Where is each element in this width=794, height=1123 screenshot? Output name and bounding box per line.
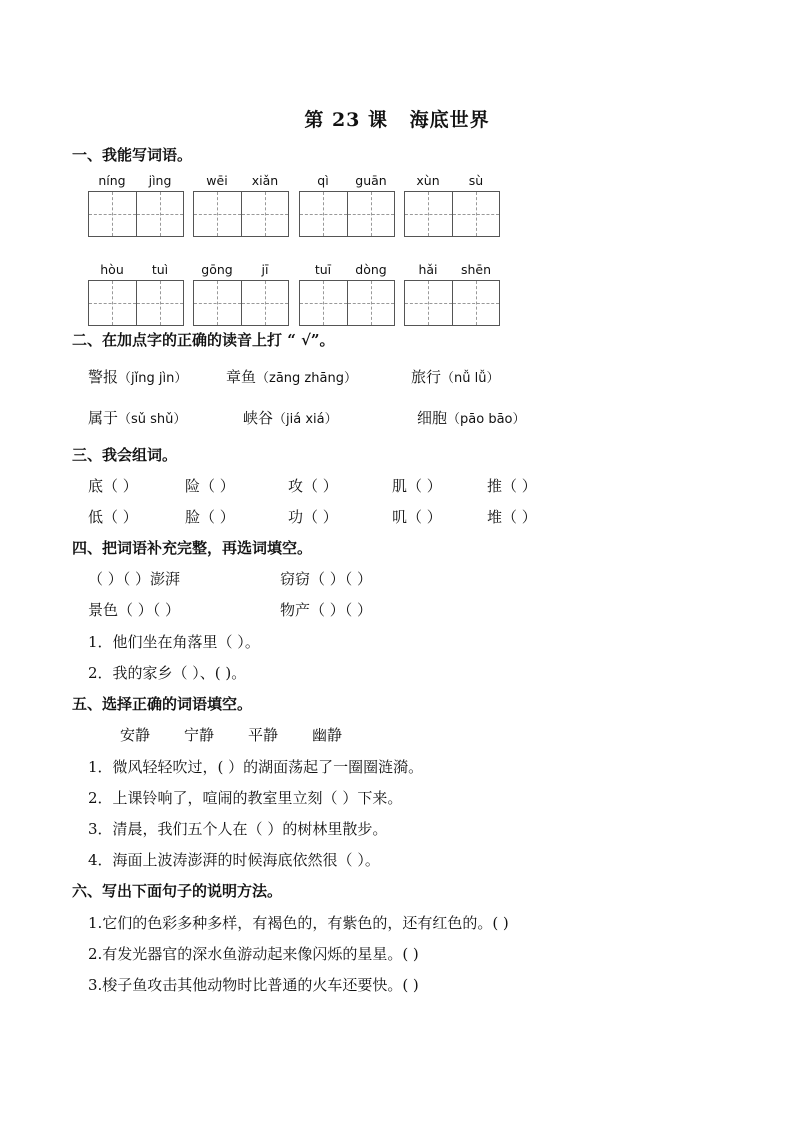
reading-item (417, 408, 526, 430)
word-option: 平静 (248, 726, 279, 744)
pinyin: tuī (314, 262, 332, 277)
section-1-heading: 一、我能写词语。 (72, 146, 193, 164)
method-sentence[interactable]: 3.梭子鱼攻击其他动物时比普通的火车还要快。( ) (88, 976, 419, 994)
word-group-item[interactable]: 脸（ ） (185, 508, 235, 526)
fill-phrase[interactable]: 物产（ ）（ ） (280, 601, 373, 619)
reading-item (88, 367, 187, 389)
writing-cells[interactable] (404, 280, 500, 326)
word-group-item[interactable]: 功（ ） (288, 508, 338, 526)
pinyin: qì (317, 173, 329, 188)
pinyin: hǎi (418, 262, 438, 277)
method-sentence[interactable]: 2.有发光器官的深水鱼游动起来像闪烁的星星。( ) (88, 945, 419, 963)
pinyin: jìng (148, 173, 172, 188)
pinyin-grid-row-1 (88, 173, 508, 261)
word-group-item[interactable]: 肌（ ） (392, 477, 442, 495)
word-group-item[interactable]: 底（ ） (88, 477, 138, 495)
word: 细胞 (417, 409, 448, 427)
reading-item (243, 408, 338, 430)
word: 属于 (88, 409, 119, 427)
word-group-item[interactable]: 险（ ） (185, 477, 235, 495)
word-group-item[interactable]: 推（ ） (487, 477, 537, 495)
pinyin-options[interactable]: （jiá xiá） (273, 412, 338, 427)
writing-cells[interactable] (88, 280, 184, 326)
fill-sentence[interactable]: 1．微风轻轻吹过，( ）的湖面荡起了一圈圈涟漪。 (88, 758, 424, 776)
word-group-item[interactable]: 叽（ ） (392, 508, 442, 526)
reading-item (88, 408, 186, 430)
pinyin: jī (261, 262, 269, 277)
method-sentence[interactable]: 1.它们的色彩多种多样，有褐色的，有紫色的，还有红色的。( ) (88, 914, 509, 932)
writing-cells[interactable] (299, 191, 395, 237)
lesson-name: 海底世界 (409, 109, 490, 131)
pinyin-options[interactable]: （pāo bāo） (447, 412, 526, 427)
writing-cells[interactable] (193, 280, 289, 326)
fill-phrase[interactable]: （ ）（ ）澎湃 (88, 570, 181, 588)
section-6-heading: 六、写出下面句子的说明方法。 (72, 882, 283, 900)
reading-item (226, 367, 357, 389)
writing-cells[interactable] (299, 280, 395, 326)
fill-sentence[interactable]: 2．我的家乡（ ）、( )。 (88, 664, 247, 682)
section-4-heading: 四、把词语补充完整，再选词填空。 (72, 539, 313, 557)
section-3-heading: 三、我会组词。 (72, 446, 178, 464)
pinyin-options[interactable]: （sǔ shǔ） (118, 412, 187, 427)
section-5-heading: 五、选择正确的词语填空。 (72, 695, 253, 713)
pinyin: sù (468, 173, 484, 188)
word: 旅行 (411, 368, 442, 386)
pinyin-options[interactable]: （zāng zhāng） (256, 371, 357, 386)
word-option: 安静 (120, 726, 151, 744)
pinyin: xiǎn (251, 173, 279, 188)
word-option: 宁静 (184, 726, 215, 744)
pinyin: wēi (206, 173, 228, 188)
pinyin: guān (355, 173, 387, 188)
fill-sentence[interactable]: 4．海面上波涛澎湃的时候海底依然很（ ）。 (88, 851, 380, 869)
lesson-number: 第 23 课 (304, 109, 389, 131)
word-group-item[interactable]: 低（ ） (88, 508, 138, 526)
section-2-heading: 二、在加点字的正确的读音上打 “ √”。 (72, 331, 335, 349)
fill-sentence[interactable]: 3．清晨，我们五个人在（ ）的树林里散步。 (88, 820, 388, 838)
fill-sentence[interactable]: 1．他们坐在角落里（ ）。 (88, 633, 260, 651)
pinyin: shēn (460, 262, 492, 277)
pinyin-options[interactable]: （jǐng jìn） (118, 371, 188, 386)
word-group-item[interactable]: 攻（ ） (288, 477, 338, 495)
page-title (0, 105, 794, 132)
pinyin: gōng (201, 262, 233, 277)
word: 警报 (88, 368, 119, 386)
pinyin-options[interactable]: （nǚ lǚ） (441, 371, 500, 386)
pinyin: tuì (151, 262, 169, 277)
reading-item (411, 367, 499, 389)
fill-sentence[interactable]: 2．上课铃响了，喧闹的教室里立刻（ ）下来。 (88, 789, 403, 807)
writing-cells[interactable] (193, 191, 289, 237)
pinyin: níng (98, 173, 126, 188)
pinyin: hòu (100, 262, 124, 277)
word: 章鱼 (226, 368, 257, 386)
writing-cells[interactable] (88, 191, 184, 237)
fill-phrase[interactable]: 景色（ ）（ ） (88, 601, 181, 619)
fill-phrase[interactable]: 窃窃（ ）（ ） (280, 570, 373, 588)
word-group-item[interactable]: 堆（ ） (487, 508, 537, 526)
word: 峡谷 (243, 409, 274, 427)
word-option: 幽静 (312, 726, 343, 744)
pinyin: xùn (416, 173, 440, 188)
pinyin: dòng (355, 262, 387, 277)
writing-cells[interactable] (404, 191, 500, 237)
